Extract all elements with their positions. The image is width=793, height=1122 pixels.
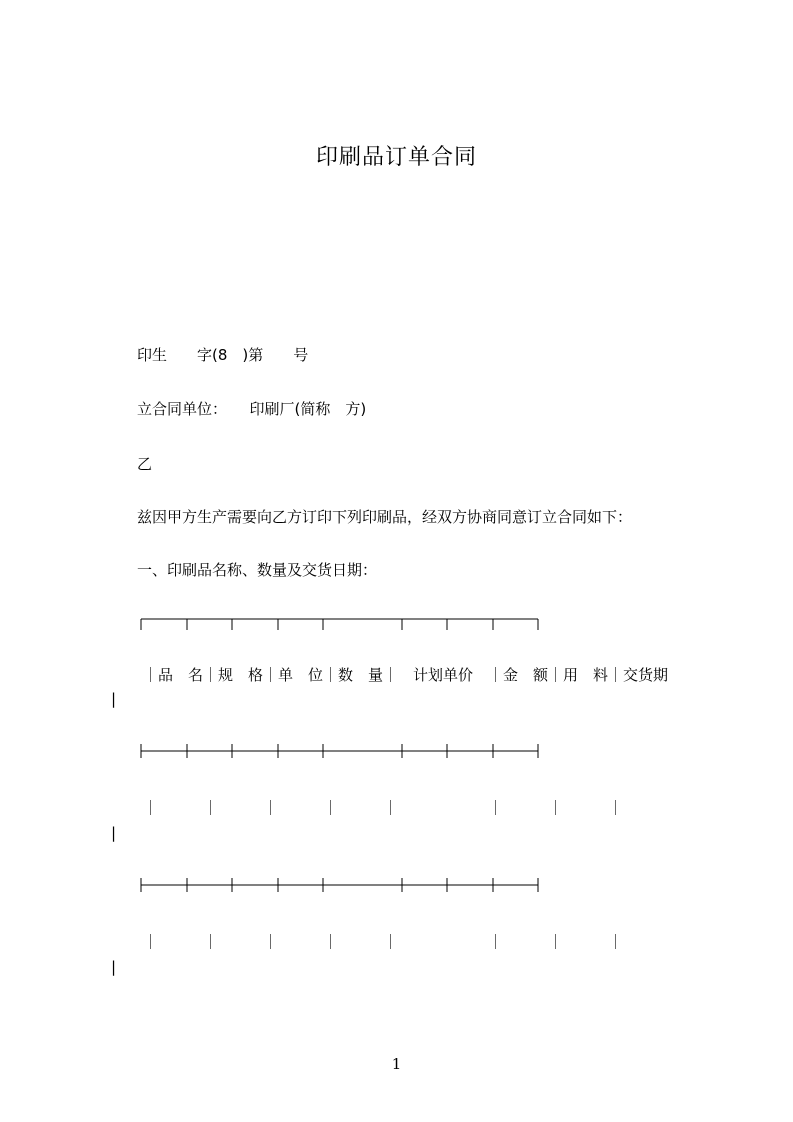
contract-parties-line: 立合同单位： 印刷厂(简称 方) (137, 400, 367, 418)
table-header-row: ｜品 名｜规 格｜单 位｜数 量｜ 计划单价 ｜金 额｜用 料｜交货期 (143, 666, 669, 684)
page-number: 1 (391, 1055, 402, 1073)
table-middle-rule (140, 878, 540, 890)
table-top-rule (140, 617, 540, 629)
table-row-wrap-bar: | (111, 958, 117, 976)
table-middle-rule (140, 744, 540, 756)
intro-paragraph: 兹因甲方生产需要向乙方订印下列印刷品，经双方协商同意订立合同如下： (137, 508, 633, 526)
table-row: ｜ ｜ ｜ ｜ ｜ ｜ ｜ ｜ (143, 933, 624, 951)
table-row-wrap-bar: | (111, 690, 117, 708)
document-title: 印刷品订单合同 (315, 145, 477, 170)
table-row-wrap-bar: | (111, 824, 117, 842)
section-1-heading: 一、印刷品名称、数量及交货日期： (137, 561, 378, 579)
reference-number-line: 印生 字(8 )第 号 (137, 346, 309, 364)
table-row: ｜ ｜ ｜ ｜ ｜ ｜ ｜ ｜ (143, 799, 624, 817)
party-b-label: 乙 (137, 455, 153, 473)
